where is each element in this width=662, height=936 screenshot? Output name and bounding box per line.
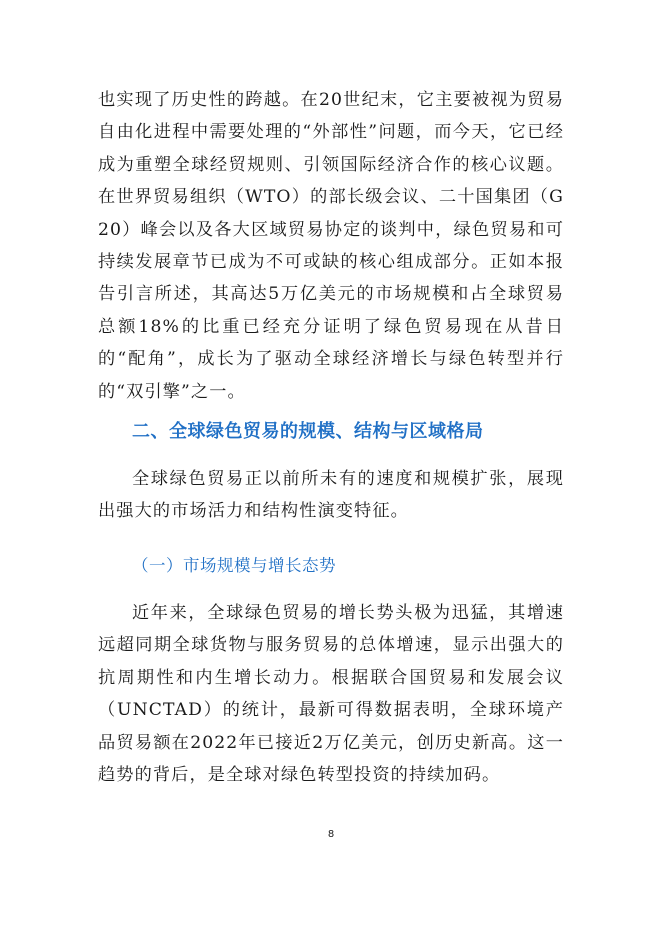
body-paragraph-market-size: 近年来，全球绿色贸易的增长势头极为迅猛，其增速远超同期全球货物与服务贸易的总体增速，显示出强大的抗周期性和内生增长动力。根据联合国贸易和发展会议（UNCTAD）的统计，最新可得数据表明，全球环境产品贸易额在2022年已接近2万亿美元，创历史新高。这一趋势的背后，是全球对绿色转型投资的持续加码。 bbox=[98, 603, 564, 786]
body-paragraph-continued: 也实现了历史性的跨越。在20世纪末，它主要被视为贸易自由化进程中需要处理的“外部性”问题，而今天，它已经成为重塑全球经贸规则、引领国际经济合作的核心议题。在世界贸易组织（WTO）的部长级会议、二十国集团（G20）峰会以及各大区域贸易协定的谈判中，绿色贸易和可持续发展章节已成为不可或缺的核心组成部分。正如本报告引言所述，其高达5万亿美元的市场规模和占全球贸易总额18%的比重已经充分证明了绿色贸易现在从昔日的“配角”，成长为了驱动全球经济增长与绿色转型并行的“双引擎”之一。 bbox=[98, 90, 564, 402]
body-paragraph-intro: 全球绿色贸易正以前所未有的速度和规模扩张，展现出强大的市场活力和结构性演变特征。 bbox=[98, 469, 564, 522]
page-number: 8 bbox=[327, 829, 335, 840]
section-heading: 二、全球绿色贸易的规模、结构与区域格局 bbox=[132, 421, 484, 442]
subsection-heading: （一）市场规模与增长态势 bbox=[132, 556, 336, 575]
